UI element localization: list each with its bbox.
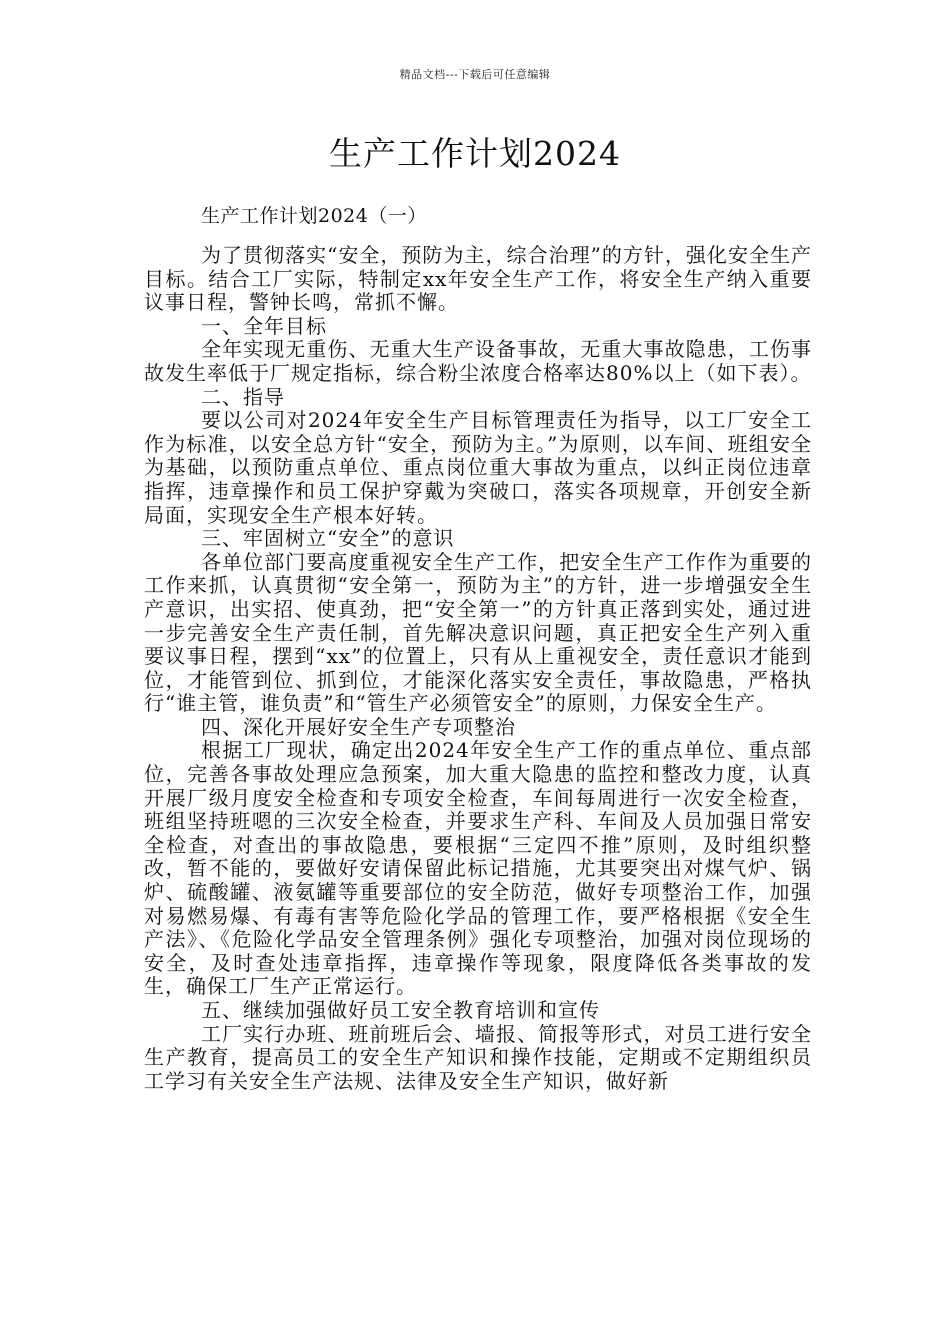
section-heading: 一、全年目标 — [201, 313, 327, 338]
page-title: 生产工作计划2024 — [329, 134, 621, 173]
section-heading: 三、牢固树立“安全”的意识 — [201, 526, 455, 551]
section-paragraph: 全年实现无重伤、无重大生产设备事故，无重大事故隐患，工伤事故发生率低于厂规定指标，综合粉尘浓度合格率达80%以上（如下表）。 — [144, 337, 812, 385]
intro-paragraph: 为了贯彻落实“安全，预防为主，综合治理”的方针，强化安全生产目标。结合工厂实际，特制定xx年安全生产工作，将安全生产纳入重要议事日程，警钟长鸣，常抓不懈。 — [144, 243, 812, 315]
section-heading: 二、指导 — [201, 384, 285, 409]
header-note: 精品文档---下载后可任意编辑 — [399, 68, 551, 81]
document-subtitle: 生产工作计划2024（一） — [201, 205, 427, 227]
section-heading: 四、深化开展好安全生产专项整治 — [201, 714, 516, 739]
section-paragraph: 各单位部门要高度重视安全生产工作，把安全生产工作作为重要的工作来抓，认真贯彻“安全第一，预防为主”的方针，进一步增强安全生产意识，出实招、使真劲，把“安全第一”的方针真正落到实处，通过进一步完善安全生产责任制，首先解决意识问题，真正把安全生产列入重要议事日程，摆到“xx”的位置上，只有从上重视安全，责任意识才能到位，才能管到位、抓到位，才能深化落实安全责任，事故隐患，严格执行“谁主管，谁负责”和“管生产必须管安全”的原则，力保安全生产。 — [144, 549, 812, 716]
section-heading: 五、继续加强做好员工安全教育培训和宣传 — [201, 998, 600, 1022]
document-body — [144, 244, 812, 1093]
section-paragraph: 工厂实行办班、班前班后会、墙报、简报等形式，对员工进行安全生产教育，提高员工的安全生产知识和操作技能，定期或不定期组织员工学习有关安全生产法规、法律及安全生产知识，做好新 — [144, 1021, 812, 1093]
section-paragraph: 根据工厂现状，确定出2024年安全生产工作的重点单位、重点部位，完善各事故处理应急预案，加大重大隐患的监控和整改力度，认真开展厂级月度安全检查和专项安全检查，车间每周进行一次安全检查，班组坚持班嗯的三次安全检查，并要求生产科、车间及人员加强日常安全检查，对查出的事故隐患，要根据“三定四不推”原则，及时组织整改，暂不能的，要做好安请保留此标记措施，尤其要突出对煤气炉、锅炉、硫酸罐、液氨罐等重要部位的安全防范，做好专项整治工作，加强对易燃易爆、有毒有害等危险化学品的管理工作，要严格根据《安全生产法》、《危险化学品安全管理条例》强化专项整治，加强对岗位现场的安全，及时查处违章指挥，违章操作等现象，限度降低各类事故的发生，确保工厂生产正常运行。 — [144, 738, 812, 999]
section-paragraph: 要以公司对2024年安全生产目标管理责任为指导，以工厂安全工作为标准，以安全总方针“安全，预防为主。”为原则，以车间、班组安全为基础，以预防重点单位、重点岗位重大事故为重点，以纠正岗位违章指挥，违章操作和员工保护穿戴为突破口，落实各项规章，开创安全新局面，实现安全生产根本好转。 — [144, 408, 812, 527]
